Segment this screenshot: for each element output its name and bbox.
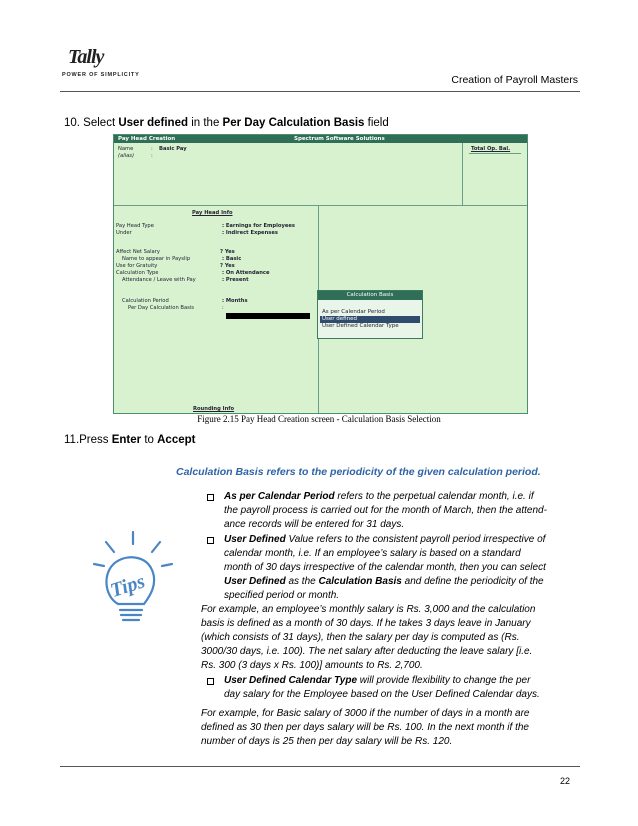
screen-title-bar [114, 135, 527, 143]
step-11-bold-enter: Enter [111, 434, 142, 446]
per-day-calc-basis-label: Per Day Calculation Basis [128, 305, 194, 311]
use-for-gratuity-value[interactable]: Yes [224, 263, 235, 269]
bullet-icon [207, 537, 214, 544]
alias-label: (alias) [118, 153, 134, 159]
popup-item-user-defined[interactable]: User defined [320, 316, 420, 323]
tip-text: and define the periodicity of the [401, 576, 544, 587]
tally-logo [62, 46, 142, 80]
page-number: 22 [560, 776, 571, 786]
pay-head-type-value[interactable]: Earnings for Employees [225, 223, 295, 229]
popup-title: Calculation Basis [318, 291, 422, 300]
payslip-name-value[interactable]: Basic [225, 256, 242, 262]
tip-calendar-type-term: User Defined Calendar Type [224, 675, 358, 686]
step-11 [64, 434, 195, 446]
affect-net-salary-label: Affect Net Salary [116, 249, 160, 255]
logo-tagline: POWER OF SIMPLICITY [62, 72, 140, 78]
example-2 [201, 707, 565, 749]
calculation-type-label: Calculation Type [116, 270, 159, 276]
step-10-bold-user-defined: User defined [118, 117, 189, 129]
under-label: Under [116, 230, 132, 236]
company-name: Spectrum Software Solutions [294, 136, 385, 142]
header-rule [60, 91, 580, 92]
tip-text: ance records will be entered for 31 days. [224, 519, 405, 530]
popup-item-user-defined-calendar-type[interactable]: User Defined Calendar Type [322, 323, 399, 329]
pay-head-creation-screen: Pay Head Creation Spectrum Software Solutions Name : Basic Pay (alias) : Total Op. Bal. Pay Head Info Pay Head Type : Earnings for Employees Under : Indirect Expenses Affect Net Salary ? Yes Name to appear in Payslip : Basic Use for Gratuity ? Yes Calculation Type : On Attendance Attendance / Leave with Pay : Present Calculation Period : Months Per Day Calculation Basis : Calculation Basis As per Calendar Period User defined User Defined Calendar Type Rounding Info [113, 134, 528, 414]
section-title: Creation of Payroll Masters [451, 74, 578, 86]
calculation-type-value[interactable]: On Attendance [225, 270, 270, 276]
example-text: For example, for Basic salary of 3000 if the number of days in a month are [201, 708, 530, 719]
logo-word: Tally [68, 46, 104, 68]
step-10-mid: in the [188, 117, 223, 129]
footer-rule [60, 766, 580, 767]
example-text: Rs. 300 (3 days x Rs. 100)] amounts to Rs. 2,700. [201, 660, 423, 671]
tip-text: as the [285, 576, 319, 587]
tip-user-defined [224, 533, 564, 603]
tip-text: specified period or month. [224, 590, 340, 601]
example-text: defined as 30 then per days salary will be Rs. 100. In the next month if the [201, 722, 529, 733]
tip-calendar-period-term: As per Calendar Period [224, 491, 335, 502]
example-text: For example, an employee’s monthly salary is Rs. 3,000 and the calculation [201, 604, 536, 615]
example-text: number of days is 25 then per day salary will be Rs. 120. [201, 736, 453, 747]
tip-text-bold: Calculation Basis [318, 576, 402, 587]
tip-text: calendar month, i.e. If an employee’s salary is based on a standard [224, 548, 521, 559]
tip-text: day salary for the Employee based on the User Defined Calendar days. [224, 689, 540, 700]
popup-item-calendar-period[interactable]: As per Calendar Period [322, 309, 385, 315]
tip-text-bold: User Defined [224, 576, 286, 587]
bullet-icon [207, 494, 214, 501]
payslip-name-label: Name to appear in Payslip [122, 256, 191, 262]
tip-user-defined-term: User Defined [224, 534, 286, 545]
tips-heading: Calculation Basis refers to the periodicity of the given calculation period. [176, 466, 541, 478]
tip-text: Value refers to the consistent payroll period irrespective of [285, 534, 546, 545]
step-10-suffix: field [364, 117, 389, 129]
use-for-gratuity-label: Use for Gratuity [116, 263, 158, 269]
name-label: Name [118, 146, 134, 152]
total-op-bal-label: Total Op. Bal. [471, 146, 511, 152]
rounding-info-heading: Rounding Info [193, 406, 235, 412]
step-10 [64, 117, 389, 129]
pay-head-type-label: Pay Head Type [116, 223, 154, 229]
screen-title: Pay Head Creation [118, 136, 176, 142]
step-11-mid: to [141, 434, 158, 446]
calculation-period-value[interactable]: Months [225, 298, 248, 304]
tip-user-defined-calendar-type [224, 674, 564, 702]
attendance-value[interactable]: Present [225, 277, 249, 283]
calculation-period-label: Calculation Period [122, 298, 169, 304]
example-text: (which consists of 31 days), then the salary per day is computed as (Rs. [201, 632, 520, 643]
example-text: 3000/30 days, i.e. 100). The net salary after deducting the leave salary [i.e. [201, 646, 533, 657]
step-11-prefix: 11.Press [64, 434, 112, 446]
tip-text: will provide flexibility to change the per [357, 675, 531, 686]
affect-net-salary-value[interactable]: Yes [224, 249, 235, 255]
step-10-bold-field: Per Day Calculation Basis [222, 117, 365, 129]
tip-text: refers to the perpetual calendar month, i.e. if [334, 491, 534, 502]
tip-text: month of 30 days irrespective of the calendar month, then you can select [224, 562, 546, 573]
attendance-label: Attendance / Leave with Pay [122, 277, 196, 283]
example-1 [201, 603, 565, 673]
under-value[interactable]: Indirect Expenses [225, 230, 278, 236]
tip-calendar-period [224, 490, 564, 532]
step-11-bold-accept: Accept [157, 434, 196, 446]
example-text: basis is defined as a month of 30 days. If he takes 3 days leave in January [201, 618, 531, 629]
tips-lightbulb-icon [88, 530, 178, 630]
tips-icon-text: Tips [107, 570, 148, 602]
figure-caption: Figure 2.15 Pay Head Creation screen - Calculation Basis Selection [197, 414, 441, 424]
tip-text: the payroll process is carried out for the month of March, then the attend- [224, 505, 547, 516]
per-day-calc-basis-field[interactable] [226, 313, 310, 319]
step-10-prefix: 10. Select [64, 117, 119, 129]
pay-head-info-heading: Pay Head Info [192, 210, 233, 216]
calculation-basis-popup [317, 290, 423, 339]
name-value[interactable]: Basic Pay [159, 146, 187, 152]
bullet-icon [207, 678, 214, 685]
